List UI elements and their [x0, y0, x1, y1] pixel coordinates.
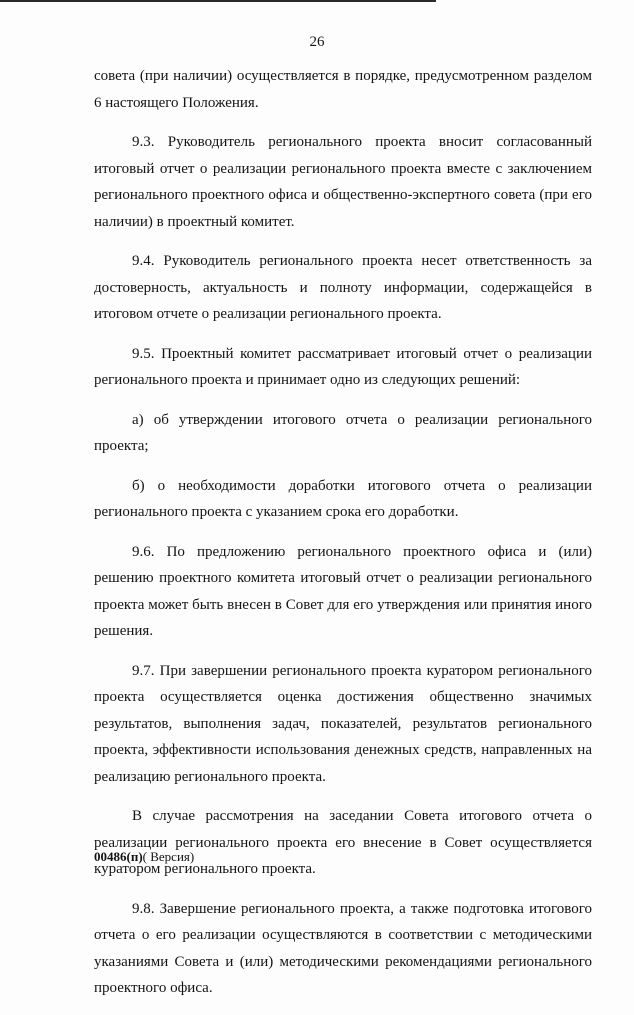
document-body	[94, 63, 592, 1015]
top-rule	[0, 0, 436, 2]
paragraph-9-5-b: б) о необходимости доработки итогового отчета о реализации регионального проекта с указанием срока его доработки.	[94, 477, 592, 520]
paragraph-9-8: 9.8. Завершение регионального проекта, а также подготовка итогового отчета о его реализации осуществляются в соответствии с методическими указаниями Совета и (или) методическими рекомендациями регионального проектного офиса.	[94, 900, 592, 996]
document-code-number: 00486(п)	[94, 849, 143, 864]
paragraph-9-4: 9.4. Руководитель регионального проекта несет ответственность за достоверность, актуальность и полноту информации, содержащейся в итоговом отчете о реализации регионального проекта.	[94, 253, 592, 322]
paragraph-9-3: 9.3. Руководитель регионального проекта вносит согласованный итоговый отчет о реализации регионального проекта вместе с заключением регионального проектного офиса и общественно-экспертного совета (при его наличии) в проектный комитет.	[94, 134, 592, 230]
document-version: ( Версия)	[142, 849, 195, 864]
paragraph-9-7-note: В случае рассмотрения на заседании Совета итогового отчета о реализации регионального проекта его внесение в Совет осуществляется куратором регионального проекта.	[94, 808, 592, 877]
paragraph-continuation: совета (при наличии) осуществляется в порядке, предусмотренном разделом 6 настоящего Положения.	[94, 68, 592, 111]
document-code	[94, 849, 194, 865]
paragraph-9-6: 9.6. По предложению регионального проектного офиса и (или) решению проектного комитета итоговый отчет о реализации регионального проекта может быть внесен в Совет для его утверждения или принятия иного решения.	[94, 543, 592, 639]
page-number: 26	[309, 34, 325, 50]
paragraph-9-5: 9.5. Проектный комитет рассматривает итоговый отчет о реализации регионального проекта и принимает одно из следующих решений:	[94, 345, 592, 388]
paragraph-9-7: 9.7. При завершении регионального проекта куратором регионального проекта осуществляется оценка достижения общественно значимых результатов, выполнения задач, показателей, результатов регионального проекта, эффективности использования денежных средств, направленных на реализацию регионального проекта.	[94, 662, 592, 785]
paragraph-9-5-a: а) об утверждении итогового отчета о реализации регионального проекта;	[94, 411, 592, 454]
